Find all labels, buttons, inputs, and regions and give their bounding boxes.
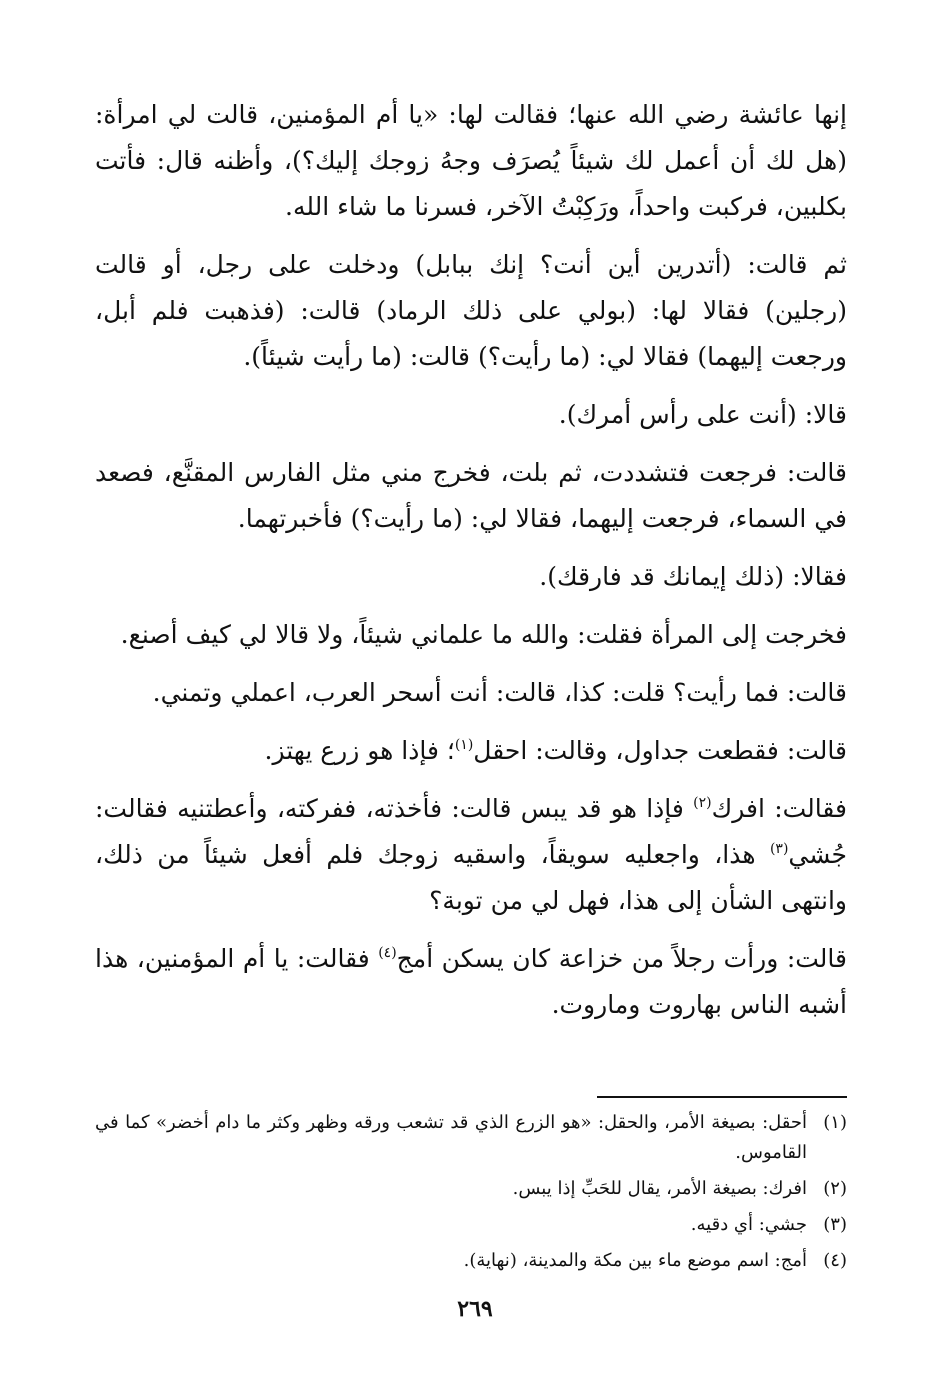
footnote-2 bbox=[95, 1174, 847, 1204]
page-number: ٢٦٩ bbox=[457, 1296, 493, 1322]
paragraph-9-text-c: هذا، واجعليه سويقاً، واسقيه زوجك فلم أفعل شيئاً من ذلك، وانتهى الشأن إلى هذا، فهل لي من توبة؟ bbox=[95, 840, 847, 915]
paragraph-5: فقالا: (ذلك إيمانك قد فارقك). bbox=[539, 562, 847, 591]
footnote-number: (١) bbox=[823, 1112, 847, 1133]
footnote-ref-3[interactable]: (٣) bbox=[769, 841, 789, 857]
main-text bbox=[95, 92, 847, 1040]
footnote-ref-1[interactable]: (١) bbox=[454, 737, 474, 753]
paragraph-8-text-a: قالت: فقطعت جداول، وقالت: احقل bbox=[473, 736, 847, 765]
paragraph-6: فخرجت إلى المرأة فقلت: والله ما علماني شيئاً، ولا قالا لي كيف أصنع. bbox=[120, 620, 847, 649]
footnote-number: (٤) bbox=[823, 1250, 847, 1271]
paragraph-3: قالا: (أنت على رأس أمرك). bbox=[558, 400, 847, 429]
footnote-number: (٢) bbox=[823, 1178, 847, 1199]
paragraph-9-text-b: فإذا هو قد يبس قالت: فأخذته، ففركته، وأعطتنيه فقالت: جُشي bbox=[95, 794, 847, 869]
paragraph-8-text-b: ؛ فإذا هو زرع يهتز. bbox=[264, 736, 455, 765]
footnote-number: (٣) bbox=[823, 1214, 847, 1235]
paragraph-4: قالت: فرجعت فتشددت، ثم بلت، فخرج مني مثل الفارس المقنَّع، فصعد في السماء، فرجعت إليهما، فقالا لي: (ما رأيت؟) فأخبرتهما. bbox=[95, 458, 847, 533]
paragraph-10 bbox=[95, 936, 847, 1028]
paragraph-9 bbox=[95, 786, 847, 924]
footnote-1 bbox=[95, 1108, 847, 1168]
paragraph-10-text-a: قالت: ورأت رجلاً من خزاعة كان يسكن أمج bbox=[396, 944, 847, 973]
footnote-3 bbox=[95, 1210, 847, 1240]
footnote-text: جشي: أي دقيه. bbox=[690, 1214, 807, 1235]
footnote-text: افرك: بصيغة الأمر، يقال للحَبِّ إذا يبس. bbox=[512, 1178, 807, 1199]
footnote-text: أحقل: بصيغة الأمر، والحقل: «هو الزرع الذي قد تشعب ورقه وظهر وكثر ما دام أخضر» كما في القاموس. bbox=[95, 1112, 807, 1163]
footnote-text: أمج: اسم موضع ماء بين مكة والمدينة، (نهاية). bbox=[463, 1250, 807, 1271]
paragraph-10-text-b: فقالت: يا أم المؤمنين، هذا أشبه الناس بهاروت وماروت. bbox=[95, 944, 847, 1019]
footnotes bbox=[95, 1108, 847, 1282]
footnote-ref-2[interactable]: (٢) bbox=[693, 795, 712, 811]
paragraph-1: إنها عائشة رضي الله عنها؛ فقالت لها: «يا أم المؤمنين، قالت لي امرأة: (هل لك أن أعمل لك شيئاً يُصرَف وجهُ زوجك إليك؟)، وأظنه قال: فأتت بكلبين، فركبت واحداً، ورَكِبْتُ الآخر، فسرنا ما شاء الله. bbox=[95, 100, 847, 221]
footnote-ref-4[interactable]: (٤) bbox=[378, 945, 397, 961]
paragraph-9-text-a: فقالت: افرك bbox=[711, 794, 847, 823]
paragraph-2: ثم قالت: (أتدرين أين أنت؟ إنك ببابل) ودخلت على رجل، أو قالت (رجلين) فقالا لها: (بولي على ذلك الرماد) قالت: (فذهبت فلم أبل، ورجعت إليهما) فقالا لي: (ما رأيت؟) قالت: (ما رأيت شيئاً). bbox=[95, 250, 847, 371]
paragraph-8 bbox=[95, 728, 847, 774]
footnote-divider bbox=[597, 1096, 847, 1098]
paragraph-7: قالت: فما رأيت؟ قلت: كذا، قالت: أنت أسحر العرب، اعملي وتمني. bbox=[152, 678, 847, 707]
footnote-4 bbox=[95, 1246, 847, 1276]
